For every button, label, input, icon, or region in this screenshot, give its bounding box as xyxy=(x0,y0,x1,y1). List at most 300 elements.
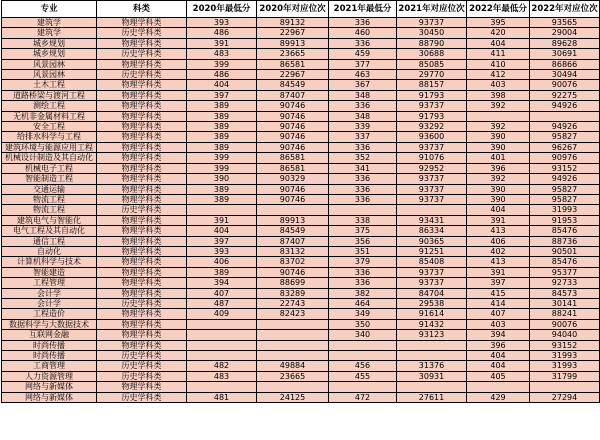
admission-score-table xyxy=(1,0,600,403)
cell-score-2020: 407 xyxy=(187,288,257,298)
cell-score-2020: 389 xyxy=(187,132,257,142)
cell-major: 建筑学 xyxy=(2,18,97,28)
cell-rank-2022: 92733 xyxy=(530,278,600,288)
cell-major: 机械电子工程 xyxy=(2,163,97,173)
table-row xyxy=(2,28,600,38)
cell-rank-2021: 93737 xyxy=(397,278,467,288)
cell-category: 历史学科类 xyxy=(97,205,187,215)
cell-rank-2021 xyxy=(397,382,467,392)
cell-rank-2022: 93152 xyxy=(530,163,600,173)
cell-category: 历史学科类 xyxy=(97,361,187,371)
cell-rank-2021: 92952 xyxy=(397,163,467,173)
table-row xyxy=(2,382,600,392)
cell-score-2020: 389 xyxy=(187,194,257,204)
cell-category: 历史学科类 xyxy=(97,70,187,80)
cell-rank-2020: 90746 xyxy=(257,122,329,132)
cell-score-2021: 336 xyxy=(329,267,397,277)
cell-rank-2021 xyxy=(397,351,467,361)
cell-rank-2020: 89913 xyxy=(257,215,329,225)
cell-rank-2021: 91614 xyxy=(397,309,467,319)
cell-major: 无机非金属材料工程 xyxy=(2,111,97,121)
cell-rank-2020: 83702 xyxy=(257,257,329,267)
cell-score-2022: 403 xyxy=(467,80,530,90)
cell-score-2022: 397 xyxy=(467,278,530,288)
table-row xyxy=(2,59,600,69)
cell-rank-2022 xyxy=(530,111,600,121)
cell-rank-2021: 29770 xyxy=(397,70,467,80)
cell-score-2022 xyxy=(467,382,530,392)
cell-rank-2022: 95827 xyxy=(530,132,600,142)
cell-category: 物理学科类 xyxy=(97,288,187,298)
cell-score-2022: 404 xyxy=(467,361,530,371)
table-row xyxy=(2,267,600,277)
cell-rank-2021: 30688 xyxy=(397,49,467,59)
cell-major: 交通运输 xyxy=(2,184,97,194)
cell-rank-2022: 94926 xyxy=(530,101,600,111)
cell-category: 物理学科类 xyxy=(97,309,187,319)
cell-score-2020: 393 xyxy=(187,246,257,256)
table-row xyxy=(2,215,600,225)
cell-score-2020: 389 xyxy=(187,101,257,111)
cell-score-2020: 404 xyxy=(187,226,257,236)
cell-score-2021: 336 xyxy=(329,184,397,194)
table-row xyxy=(2,101,600,111)
cell-rank-2022: 85476 xyxy=(530,226,600,236)
cell-rank-2021: 88790 xyxy=(397,38,467,48)
cell-rank-2022: 30494 xyxy=(530,70,600,80)
cell-score-2022: 402 xyxy=(467,246,530,256)
cell-rank-2021: 91251 xyxy=(397,246,467,256)
cell-score-2020: 409 xyxy=(187,309,257,319)
cell-score-2022: 415 xyxy=(467,288,530,298)
cell-rank-2021: 86334 xyxy=(397,226,467,236)
cell-score-2020: 486 xyxy=(187,70,257,80)
cell-category: 物理学科类 xyxy=(97,278,187,288)
header-row xyxy=(2,1,600,18)
cell-score-2022: 392 xyxy=(467,174,530,184)
cell-major: 风景园林 xyxy=(2,59,97,69)
cell-rank-2021: 93123 xyxy=(397,330,467,340)
cell-rank-2022: 86866 xyxy=(530,59,600,69)
cell-major: 电气工程及其自动化 xyxy=(2,226,97,236)
cell-rank-2021: 93737 xyxy=(397,194,467,204)
cell-rank-2022: 27294 xyxy=(530,392,600,402)
cell-rank-2021: 93737 xyxy=(397,101,467,111)
cell-major: 工商管理 xyxy=(2,361,97,371)
cell-rank-2022: 90076 xyxy=(530,319,600,329)
cell-score-2022: 403 xyxy=(467,319,530,329)
cell-rank-2022: 94040 xyxy=(530,330,600,340)
cell-rank-2021: 91793 xyxy=(397,90,467,100)
cell-rank-2020 xyxy=(257,319,329,329)
cell-score-2021: 340 xyxy=(329,330,397,340)
cell-score-2021: 337 xyxy=(329,132,397,142)
cell-score-2022: 407 xyxy=(467,309,530,319)
cell-rank-2022: 92275 xyxy=(530,90,600,100)
cell-score-2020: 399 xyxy=(187,153,257,163)
cell-category: 物理学科类 xyxy=(97,122,187,132)
cell-rank-2022: 91953 xyxy=(530,215,600,225)
cell-major: 网络与新媒体 xyxy=(2,382,97,392)
cell-rank-2020 xyxy=(257,382,329,392)
cell-rank-2022: 94926 xyxy=(530,174,600,184)
cell-major: 风景园林 xyxy=(2,70,97,80)
cell-score-2020: 406 xyxy=(187,257,257,267)
cell-category: 物理学科类 xyxy=(97,267,187,277)
cell-score-2021: 375 xyxy=(329,226,397,236)
cell-score-2022 xyxy=(467,111,530,121)
cell-score-2022: 413 xyxy=(467,226,530,236)
cell-rank-2021: 93737 xyxy=(397,267,467,277)
table-row xyxy=(2,351,600,361)
cell-major: 工程造价 xyxy=(2,309,97,319)
cell-major: 网络与新媒体 xyxy=(2,392,97,402)
cell-rank-2022: 88736 xyxy=(530,236,600,246)
cell-rank-2021 xyxy=(397,205,467,215)
cell-category: 物理学科类 xyxy=(97,142,187,152)
cell-category: 物理学科类 xyxy=(97,132,187,142)
cell-rank-2020: 23665 xyxy=(257,371,329,381)
cell-major: 时尚传播 xyxy=(2,340,97,350)
cell-rank-2022: 90976 xyxy=(530,153,600,163)
header-2020-rank: 2020年对应位次 xyxy=(257,1,329,18)
cell-category: 物理学科类 xyxy=(97,184,187,194)
cell-score-2020 xyxy=(187,340,257,350)
cell-rank-2022: 30141 xyxy=(530,298,600,308)
cell-major: 工程管理 xyxy=(2,278,97,288)
cell-score-2021: 341 xyxy=(329,163,397,173)
table-row xyxy=(2,246,600,256)
cell-rank-2020: 90746 xyxy=(257,142,329,152)
cell-score-2021 xyxy=(329,382,397,392)
cell-category: 物理学科类 xyxy=(97,330,187,340)
cell-major: 时尚传播 xyxy=(2,351,97,361)
cell-category: 物理学科类 xyxy=(97,194,187,204)
cell-score-2020: 397 xyxy=(187,236,257,246)
cell-score-2022: 391 xyxy=(467,267,530,277)
cell-major: 人力资源管理 xyxy=(2,371,97,381)
cell-category: 物理学科类 xyxy=(97,153,187,163)
cell-score-2022: 411 xyxy=(467,49,530,59)
table-row xyxy=(2,49,600,59)
cell-rank-2021: 93737 xyxy=(397,174,467,184)
cell-rank-2021: 30931 xyxy=(397,371,467,381)
cell-category: 物理学科类 xyxy=(97,38,187,48)
cell-score-2022: 395 xyxy=(467,18,530,28)
cell-score-2021: 348 xyxy=(329,111,397,121)
cell-rank-2020 xyxy=(257,351,329,361)
cell-category: 物理学科类 xyxy=(97,163,187,173)
cell-rank-2022: 31799 xyxy=(530,371,600,381)
cell-rank-2020: 24125 xyxy=(257,392,329,402)
cell-score-2021: 459 xyxy=(329,49,397,59)
cell-rank-2022: 95827 xyxy=(530,194,600,204)
cell-score-2021: 348 xyxy=(329,90,397,100)
cell-rank-2020: 22967 xyxy=(257,70,329,80)
cell-score-2022: 390 xyxy=(467,132,530,142)
cell-score-2021: 336 xyxy=(329,194,397,204)
cell-rank-2022: 95827 xyxy=(530,184,600,194)
table-row xyxy=(2,90,600,100)
cell-score-2021 xyxy=(329,340,397,350)
cell-rank-2020: 87407 xyxy=(257,90,329,100)
cell-rank-2020: 90329 xyxy=(257,174,329,184)
cell-rank-2021: 93737 xyxy=(397,184,467,194)
cell-major: 城乡规划 xyxy=(2,38,97,48)
cell-rank-2020: 90746 xyxy=(257,101,329,111)
cell-score-2022: 396 xyxy=(467,340,530,350)
cell-rank-2022: 95377 xyxy=(530,267,600,277)
cell-score-2022: 390 xyxy=(467,194,530,204)
cell-score-2020: 399 xyxy=(187,59,257,69)
header-2020-min-score: 2020年最低分 xyxy=(187,1,257,18)
cell-score-2022: 429 xyxy=(467,392,530,402)
cell-major: 智能建造 xyxy=(2,267,97,277)
cell-major: 计算机科学与技术 xyxy=(2,257,97,267)
cell-rank-2020: 86581 xyxy=(257,59,329,69)
cell-major: 建筑学 xyxy=(2,28,97,38)
cell-score-2021: 463 xyxy=(329,70,397,80)
cell-major: 道路桥梁与渡河工程 xyxy=(2,90,97,100)
cell-category: 物理学科类 xyxy=(97,382,187,392)
cell-score-2021: 464 xyxy=(329,298,397,308)
cell-rank-2021: 30450 xyxy=(397,28,467,38)
cell-score-2021: 460 xyxy=(329,28,397,38)
cell-rank-2021: 91793 xyxy=(397,111,467,121)
cell-category: 物理学科类 xyxy=(97,80,187,90)
cell-score-2020: 389 xyxy=(187,111,257,121)
table-row xyxy=(2,174,600,184)
header-2022-rank: 2022年对应位次 xyxy=(530,1,600,18)
table-row xyxy=(2,298,600,308)
cell-score-2022: 413 xyxy=(467,257,530,267)
cell-rank-2021: 91076 xyxy=(397,153,467,163)
cell-score-2022: 390 xyxy=(467,142,530,152)
cell-score-2022: 404 xyxy=(467,205,530,215)
cell-rank-2022: 93565 xyxy=(530,18,600,28)
cell-rank-2021: 84704 xyxy=(397,288,467,298)
cell-rank-2022: 96267 xyxy=(530,142,600,152)
header-2021-min-score: 2021年最低分 xyxy=(329,1,397,18)
cell-score-2020: 482 xyxy=(187,361,257,371)
table-row xyxy=(2,226,600,236)
cell-score-2020: 483 xyxy=(187,49,257,59)
cell-rank-2022: 85476 xyxy=(530,257,600,267)
cell-rank-2020: 22743 xyxy=(257,298,329,308)
cell-rank-2021 xyxy=(397,340,467,350)
header-category: 科类 xyxy=(97,1,187,18)
table-row xyxy=(2,194,600,204)
table-row xyxy=(2,319,600,329)
cell-category: 历史学科类 xyxy=(97,49,187,59)
table-row xyxy=(2,153,600,163)
cell-major: 城乡规划 xyxy=(2,49,97,59)
cell-rank-2020: 84549 xyxy=(257,80,329,90)
table-row xyxy=(2,236,600,246)
cell-score-2020 xyxy=(187,319,257,329)
cell-category: 历史学科类 xyxy=(97,392,187,402)
cell-rank-2020: 89913 xyxy=(257,38,329,48)
table-row xyxy=(2,288,600,298)
cell-rank-2020: 90746 xyxy=(257,184,329,194)
table-header xyxy=(2,1,600,18)
cell-category: 物理学科类 xyxy=(97,236,187,246)
cell-rank-2021: 93737 xyxy=(397,18,467,28)
table-row xyxy=(2,38,600,48)
cell-major: 测绘工程 xyxy=(2,101,97,111)
table-row xyxy=(2,278,600,288)
table-row xyxy=(2,330,600,340)
cell-rank-2020: 90746 xyxy=(257,194,329,204)
cell-score-2020: 389 xyxy=(187,142,257,152)
cell-score-2020: 393 xyxy=(187,18,257,28)
cell-major: 物流工程 xyxy=(2,194,97,204)
cell-rank-2022: 30691 xyxy=(530,49,600,59)
cell-score-2020 xyxy=(187,382,257,392)
cell-rank-2020: 90746 xyxy=(257,111,329,121)
cell-rank-2020: 86581 xyxy=(257,153,329,163)
cell-score-2021: 339 xyxy=(329,122,397,132)
table-row xyxy=(2,371,600,381)
cell-score-2022: 392 xyxy=(467,122,530,132)
cell-score-2022: 414 xyxy=(467,298,530,308)
cell-score-2021: 350 xyxy=(329,319,397,329)
table-row xyxy=(2,142,600,152)
cell-score-2021: 336 xyxy=(329,142,397,152)
cell-score-2022: 398 xyxy=(467,90,530,100)
cell-rank-2022: 29004 xyxy=(530,28,600,38)
cell-rank-2020: 83132 xyxy=(257,246,329,256)
cell-score-2020 xyxy=(187,330,257,340)
cell-score-2022: 410 xyxy=(467,59,530,69)
cell-category: 历史学科类 xyxy=(97,298,187,308)
cell-score-2020 xyxy=(187,205,257,215)
cell-score-2021: 367 xyxy=(329,80,397,90)
table-row xyxy=(2,340,600,350)
table-row xyxy=(2,122,600,132)
header-2021-rank: 2021年对应位次 xyxy=(397,1,467,18)
cell-rank-2021: 93737 xyxy=(397,142,467,152)
cell-score-2020: 483 xyxy=(187,371,257,381)
table-row xyxy=(2,70,600,80)
header-2022-min-score: 2022年最低分 xyxy=(467,1,530,18)
cell-score-2021: 352 xyxy=(329,153,397,163)
cell-rank-2021: 93431 xyxy=(397,215,467,225)
cell-score-2021: 336 xyxy=(329,101,397,111)
cell-rank-2020: 88699 xyxy=(257,278,329,288)
cell-category: 物理学科类 xyxy=(97,340,187,350)
cell-rank-2021: 85408 xyxy=(397,257,467,267)
cell-major: 通信工程 xyxy=(2,236,97,246)
cell-rank-2022: 94926 xyxy=(530,122,600,132)
cell-rank-2020: 90746 xyxy=(257,267,329,277)
cell-score-2022: 404 xyxy=(467,38,530,48)
cell-major: 安全工程 xyxy=(2,122,97,132)
cell-score-2020: 389 xyxy=(187,267,257,277)
header-major: 专业 xyxy=(2,1,97,18)
cell-score-2022: 390 xyxy=(467,184,530,194)
cell-category: 物理学科类 xyxy=(97,215,187,225)
cell-major: 自动化 xyxy=(2,246,97,256)
cell-score-2021: 455 xyxy=(329,371,397,381)
cell-category: 物理学科类 xyxy=(97,101,187,111)
cell-category: 历史学科类 xyxy=(97,351,187,361)
table-row xyxy=(2,257,600,267)
table-row xyxy=(2,80,600,90)
cell-rank-2021: 93292 xyxy=(397,122,467,132)
cell-rank-2022: 93152 xyxy=(530,340,600,350)
cell-score-2022: 392 xyxy=(467,101,530,111)
cell-rank-2020: 49884 xyxy=(257,361,329,371)
cell-score-2022: 404 xyxy=(467,351,530,361)
cell-rank-2020: 84549 xyxy=(257,226,329,236)
cell-score-2020: 397 xyxy=(187,90,257,100)
cell-rank-2022: 89628 xyxy=(530,38,600,48)
table-row xyxy=(2,184,600,194)
cell-category: 物理学科类 xyxy=(97,59,187,69)
cell-rank-2022: 88241 xyxy=(530,309,600,319)
cell-score-2022: 406 xyxy=(467,236,530,246)
cell-category: 物理学科类 xyxy=(97,226,187,236)
cell-category: 物理学科类 xyxy=(97,174,187,184)
cell-major: 机械设计制造及其自动化 xyxy=(2,153,97,163)
cell-score-2021: 336 xyxy=(329,18,397,28)
table-row xyxy=(2,309,600,319)
cell-score-2022: 394 xyxy=(467,330,530,340)
cell-score-2022: 401 xyxy=(467,153,530,163)
cell-score-2020: 389 xyxy=(187,184,257,194)
cell-rank-2021: 31376 xyxy=(397,361,467,371)
cell-rank-2021: 29538 xyxy=(397,298,467,308)
cell-rank-2020 xyxy=(257,205,329,215)
cell-rank-2020: 22967 xyxy=(257,28,329,38)
cell-major: 会计学 xyxy=(2,288,97,298)
cell-rank-2020 xyxy=(257,340,329,350)
cell-score-2021 xyxy=(329,205,397,215)
cell-rank-2022: 90501 xyxy=(530,246,600,256)
cell-rank-2022: 90076 xyxy=(530,80,600,90)
cell-category: 历史学科类 xyxy=(97,371,187,381)
cell-rank-2021: 85085 xyxy=(397,59,467,69)
cell-category: 物理学科类 xyxy=(97,257,187,267)
cell-rank-2020: 23665 xyxy=(257,49,329,59)
cell-rank-2021: 91432 xyxy=(397,319,467,329)
cell-major: 会计学 xyxy=(2,298,97,308)
cell-rank-2020: 87407 xyxy=(257,236,329,246)
cell-score-2020: 389 xyxy=(187,122,257,132)
cell-rank-2022: 84573 xyxy=(530,288,600,298)
cell-rank-2020: 90746 xyxy=(257,132,329,142)
cell-rank-2021: 90365 xyxy=(397,236,467,246)
cell-category: 物理学科类 xyxy=(97,319,187,329)
cell-rank-2020: 82423 xyxy=(257,309,329,319)
cell-score-2021: 379 xyxy=(329,257,397,267)
cell-category: 物理学科类 xyxy=(97,18,187,28)
cell-score-2021: 456 xyxy=(329,361,397,371)
cell-score-2020: 404 xyxy=(187,80,257,90)
table-row xyxy=(2,205,600,215)
cell-rank-2022: 31993 xyxy=(530,351,600,361)
cell-major: 土木工程 xyxy=(2,80,97,90)
table-row xyxy=(2,392,600,402)
cell-rank-2021: 27611 xyxy=(397,392,467,402)
cell-major: 建筑电气与智能化 xyxy=(2,215,97,225)
cell-major: 互联网金融 xyxy=(2,330,97,340)
cell-score-2022: 391 xyxy=(467,215,530,225)
cell-category: 物理学科类 xyxy=(97,111,187,121)
cell-major: 物流工程 xyxy=(2,205,97,215)
cell-score-2021: 336 xyxy=(329,38,397,48)
